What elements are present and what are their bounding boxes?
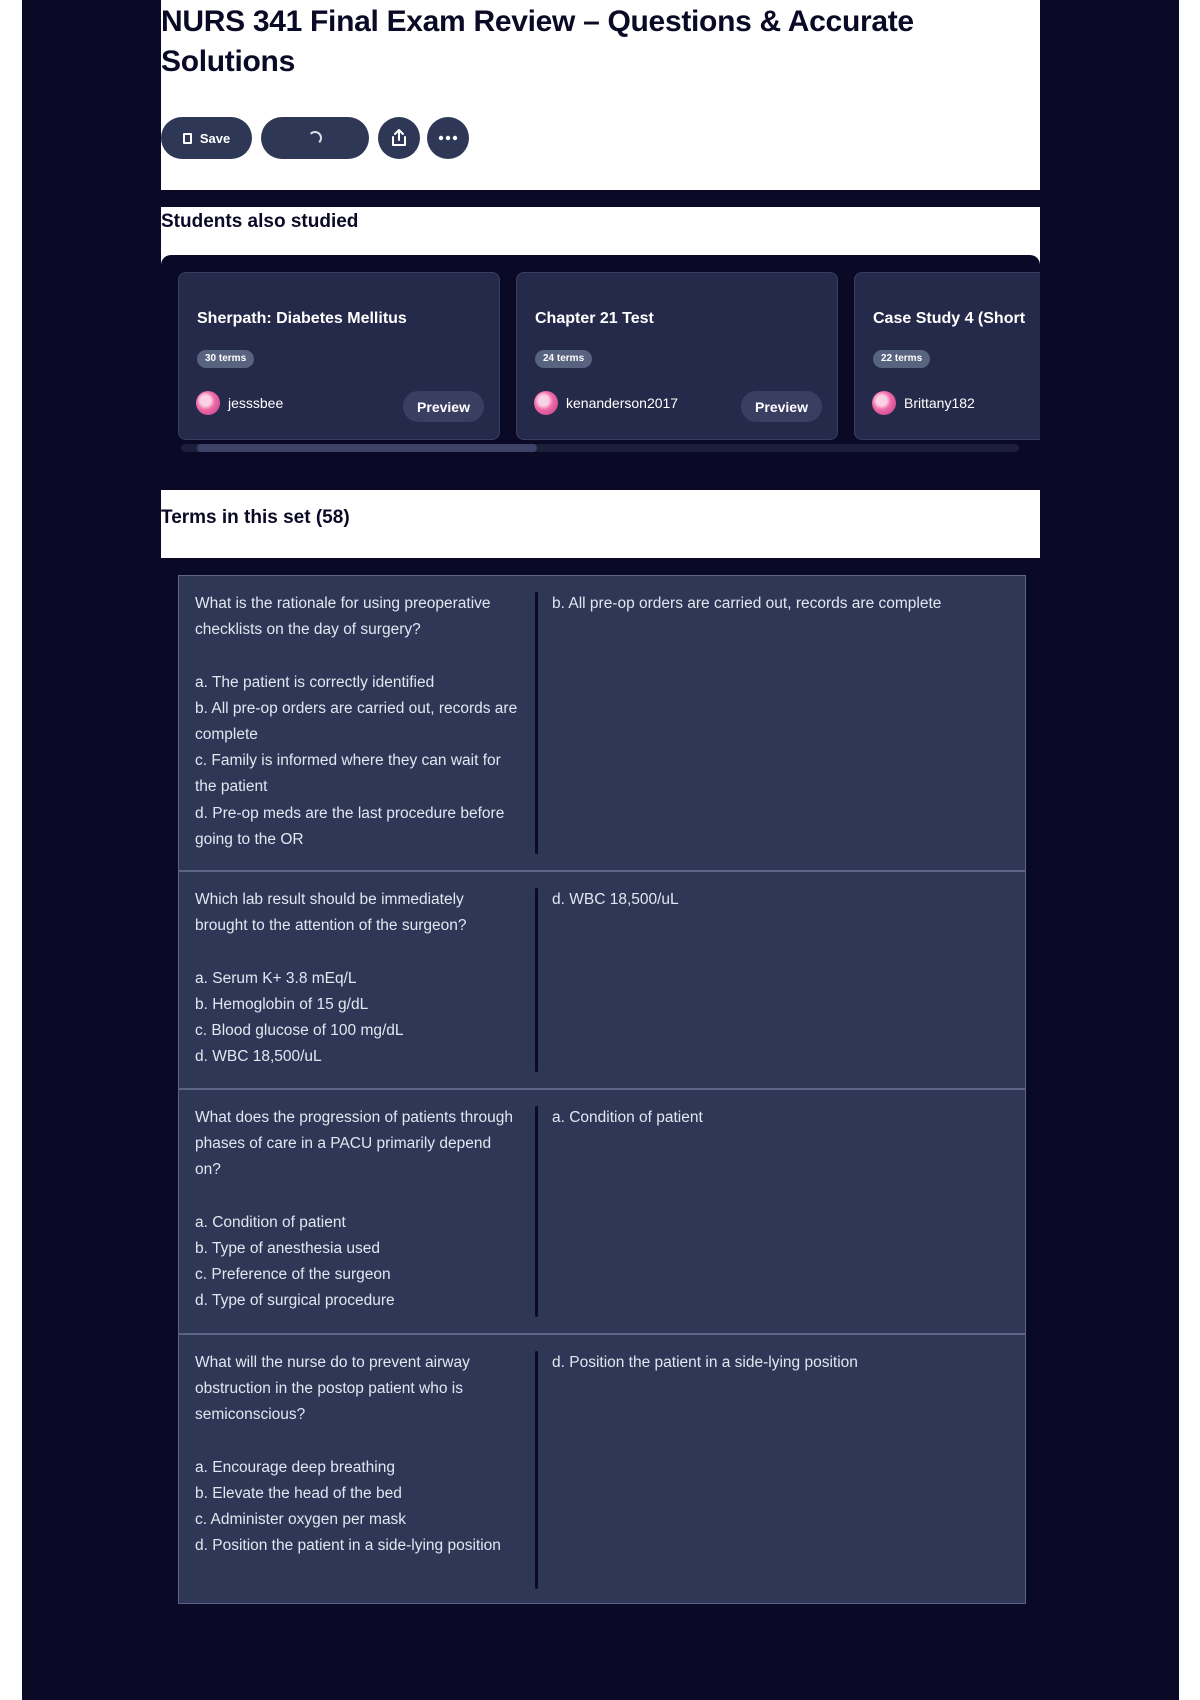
avatar (534, 391, 558, 415)
scrollbar-thumb[interactable] (197, 444, 537, 452)
term-row (179, 1335, 1025, 1603)
preview-button[interactable]: Preview (741, 391, 822, 422)
terms-count-badge: 24 terms (535, 350, 592, 368)
author-name[interactable]: Brittany182 (904, 395, 975, 411)
card-title[interactable]: Case Study 4 (Short (873, 310, 1026, 327)
loading-button[interactable] (261, 117, 369, 159)
term-divider (535, 1106, 538, 1317)
term-divider (535, 888, 538, 1072)
avatar (196, 391, 220, 415)
share-button[interactable] (378, 117, 420, 159)
term-answer: a. Condition of patient (552, 1109, 703, 1126)
term-row (179, 576, 1025, 872)
terms-count-badge: 30 terms (197, 350, 254, 368)
term-list (178, 575, 1026, 1604)
study-set-card[interactable] (516, 272, 838, 440)
save-label: Save (199, 130, 231, 146)
term-question: What does the progression of patients through phases of care in a PACU primarily depend on? a. Condition of patient b. Type of anesthesia used c. Preference of the surgeon d. Type of surgical procedure (195, 1109, 513, 1310)
term-answer: b. All pre-op orders are carried out, records are complete (552, 595, 942, 612)
terms-area (161, 558, 1040, 1700)
share-icon (390, 128, 408, 148)
save-button[interactable] (161, 117, 252, 159)
author-name[interactable]: kenanderson2017 (566, 395, 679, 411)
term-row (179, 1090, 1025, 1335)
bookmark-icon (183, 133, 192, 144)
carousel-scrollbar[interactable] (181, 444, 1019, 452)
study-set-carousel (161, 255, 1040, 473)
section-title: Students also studied (161, 211, 359, 232)
study-set-card[interactable] (178, 272, 500, 440)
more-icon (438, 135, 458, 141)
spinner-icon (308, 131, 322, 145)
header-panel (161, 0, 1040, 190)
terms-count-badge: 22 terms (873, 350, 930, 368)
terms-count-title: Terms in this set (58) (161, 507, 350, 528)
term-divider (535, 1351, 538, 1589)
term-answer: d. Position the patient in a side-lying position (552, 1354, 858, 1371)
more-button[interactable] (427, 117, 469, 159)
term-question: What will the nurse do to prevent airway obstruction in the postop patient who is semiconscious? a. Encourage deep breathing b. Elevate the head of the bed c. Administer oxygen per mask d. Position the patient in a side-lying position (195, 1354, 501, 1555)
term-answer: d. WBC 18,500/uL (552, 891, 679, 908)
card-title[interactable]: Sherpath: Diabetes Mellitus (197, 310, 407, 327)
term-question: What is the rationale for using preoperative checklists on the day of surgery? a. The patient is correctly identified b. All pre-op orders are carried out, records are complete c. Family is informed where they can wait for the patient d. Pre-op meds are the last procedure before going to the OR (195, 595, 518, 848)
term-question: Which lab result should be immediately brought to the attention of the surgeon? a. Serum K+ 3.8 mEq/L b. Hemoglobin of 15 g/dL c. Blood glucose of 100 mg/dL d. WBC 18,500/uL (195, 891, 467, 1066)
avatar (872, 391, 896, 415)
page-title: NURS 341 Final Exam Review – Questions & Accurate Solutions (161, 5, 914, 78)
preview-button[interactable]: Preview (403, 391, 484, 422)
terms-header (161, 490, 1040, 558)
study-set-card[interactable] (854, 272, 1040, 440)
term-divider (535, 592, 538, 854)
term-row (179, 872, 1025, 1090)
card-title[interactable]: Chapter 21 Test (535, 310, 654, 327)
author-name[interactable]: jesssbee (228, 395, 284, 411)
